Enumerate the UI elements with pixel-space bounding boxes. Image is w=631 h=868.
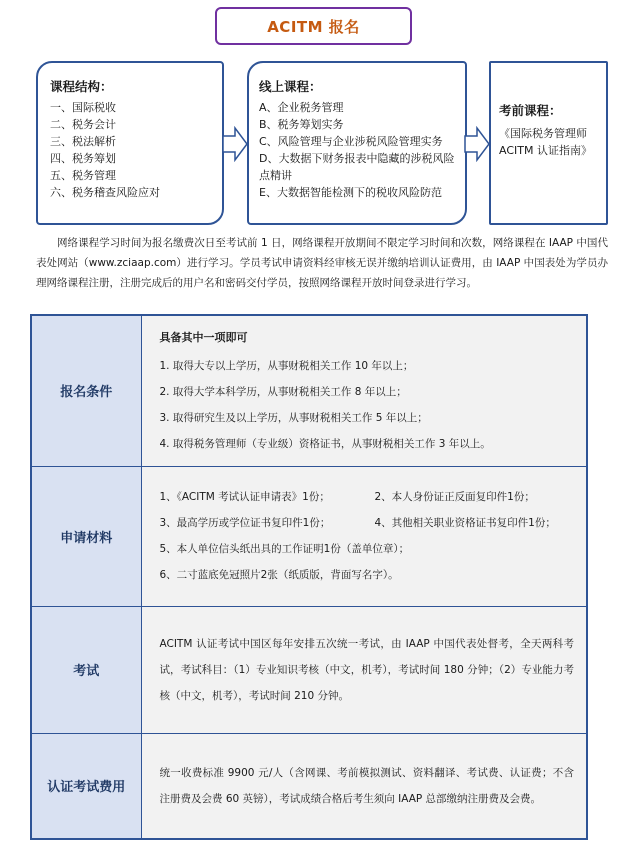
course-structure-heading: 课程结构： (50, 79, 113, 94)
online-course-list (259, 99, 455, 201)
list-item: C、风险管理与企业涉税风险管理实务 (259, 135, 443, 148)
table-row (31, 606, 587, 733)
list-item: 四、税务筹划 (50, 152, 116, 165)
page-title: ACITM 报名 (267, 17, 360, 36)
online-course-box (247, 61, 467, 225)
list-item: 1. 取得大专以上学历，从事财税相关工作 10 年以上； (159, 359, 414, 372)
list-item: 六、税务稽查风险应对 (50, 186, 160, 199)
list-item: A、企业税务管理 (259, 101, 344, 114)
list-item: 三、税法解析 (50, 135, 116, 148)
conditions-label: 报名条件 (31, 315, 141, 466)
fee-content (141, 733, 587, 839)
conditions-content (141, 315, 587, 466)
list-item: 3、最高学历或学位证书复印件1份； (159, 517, 331, 529)
course-structure-box (36, 61, 224, 225)
list-item: 2. 取得大学本科学历，从事财税相关工作 8 年以上； (159, 385, 407, 398)
list-item: 4、其他相关职业资格证书复印件1份； (374, 517, 556, 529)
list-item: 五、税务管理 (50, 169, 116, 182)
exam-text: ACITM 认证考试中国区每年安排五次统一考试，由 IAAP 中国代表处督考，全天两科考试，考试科目：（1）专业知识考核（中文，机考），考试时间 180 分钟；（2）专业能力考核（中文，机考），考试时间 210 分钟。 (159, 637, 574, 702)
intro-paragraph: 网络课程学习时间为报名缴费次日至考试前 1 日，网络课程开放期间不限定学习时间和次数，网络课程在 IAAP 中国代表处网站（www.zciaap.com）进行学习。学员考试申请资料经审核无误并缴纳培训认证费用，由 IAAP 中国表处为学员办理网络课程注册，注册完成后的用户名和密码交付学员，按照网络课程开放时间登录进行学习。 (36, 237, 608, 289)
fee-text: 统一收费标准 9900 元/人（含网课、考前模拟测试、资料翻译、考试费、认证费；不含注册费及会费 60 英镑），考试成绩合格后考生须向 IAAP 总部缴纳注册费及会费。 (159, 766, 574, 805)
list-item: 3. 取得研究生及以上学历，从事财税相关工作 5 年以上； (159, 411, 428, 424)
arrow-right-icon (222, 126, 248, 162)
list-item: E、大数据智能检测下的税收风险防范 (259, 186, 442, 199)
table-row (31, 315, 587, 466)
list-item: 2、本人身份证正反面复印件1份； (374, 491, 535, 503)
course-structure-list (50, 99, 210, 201)
exam-label: 考试 (31, 606, 141, 733)
info-table (30, 314, 588, 840)
exam-content (141, 606, 587, 733)
list-item: 4. 取得税务管理师（专业级）资格证书，从事财税相关工作 3 年以上。 (159, 437, 491, 450)
pre-exam-box (489, 61, 608, 225)
materials-content (141, 466, 587, 606)
list-item: 1、《ACITM 考试认证申请表》1份； (159, 491, 330, 503)
pre-exam-heading: 考前课程： (499, 103, 562, 118)
list-item: B、税务筹划实务 (259, 118, 344, 131)
table-row (31, 466, 587, 606)
conditions-heading: 具备其中一项即可 (159, 330, 248, 344)
fee-label: 认证考试费用 (31, 733, 141, 839)
list-item: 5、本人单位信头纸出具的工作证明1份（盖单位章）； (159, 543, 410, 555)
arrow-right-icon (464, 126, 490, 162)
list-item: 二、税务会计 (50, 118, 116, 131)
title-box (215, 7, 412, 45)
list-item: D、大数据下财务报表中隐藏的涉税风险点精讲 (259, 152, 455, 182)
list-item: 一、国际税收 (50, 101, 116, 114)
pre-exam-text: 《国际税务管理师 ACITM 认证指南》 (499, 127, 592, 157)
online-course-heading: 线上课程： (259, 79, 322, 94)
table-row (31, 733, 587, 839)
list-item: 6、二寸蓝底免冠照片2张（纸质版，背面写名字）。 (159, 569, 399, 581)
materials-label: 申请材料 (31, 466, 141, 606)
